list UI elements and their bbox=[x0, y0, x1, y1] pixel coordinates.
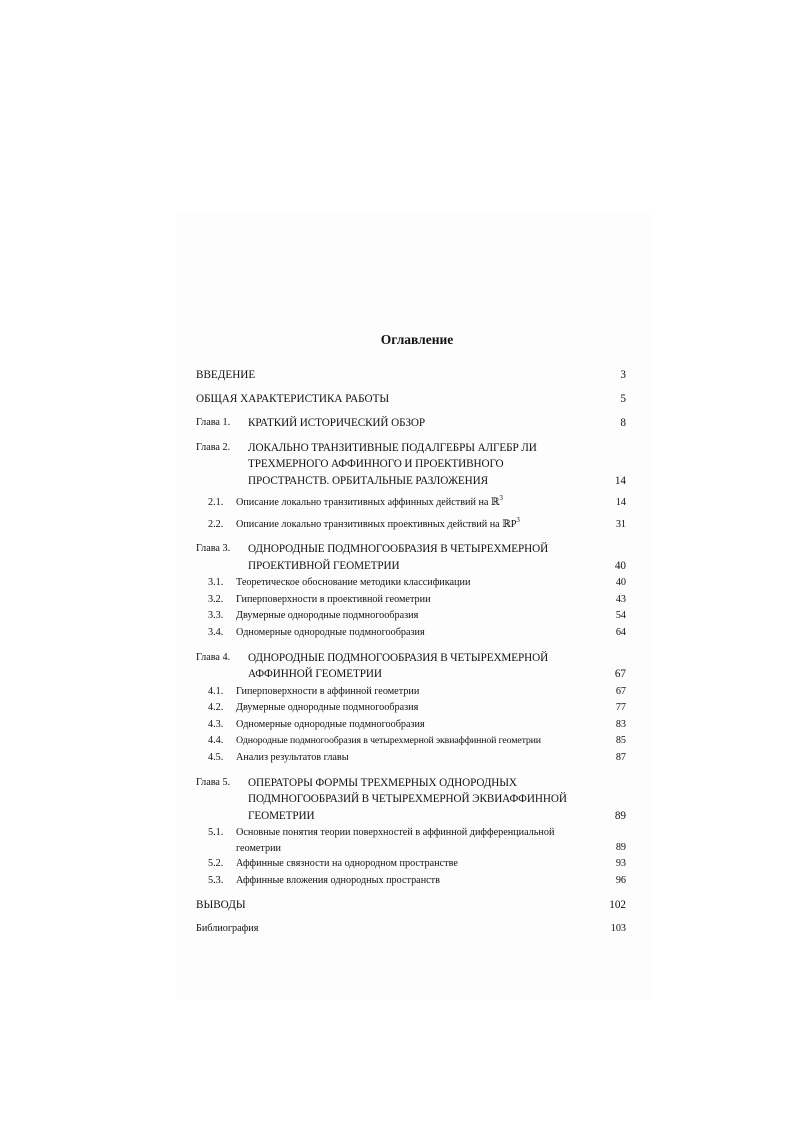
chapter-heading bbox=[196, 541, 626, 574]
chapter-number: Глава 4. bbox=[196, 651, 231, 663]
toc-entry-overview bbox=[196, 391, 626, 408]
section-page: 96 bbox=[615, 874, 626, 886]
entry-label: ВВЕДЕНИЕ bbox=[196, 369, 256, 381]
section-entry bbox=[196, 733, 626, 750]
section-title: Двумерные однородные подмногообразия bbox=[236, 702, 419, 714]
section-page: 67 bbox=[615, 685, 626, 697]
section-title: Анализ результатов главы bbox=[236, 751, 349, 763]
chapter-number: Глава 5. bbox=[196, 776, 231, 788]
section-entry bbox=[196, 575, 626, 592]
section-number: 2.1. bbox=[208, 497, 224, 508]
superscript: 3 bbox=[499, 494, 503, 502]
chapter-page: 8 bbox=[620, 417, 626, 429]
toc-entry-conclusions bbox=[196, 897, 626, 914]
chapter-page: 14 bbox=[614, 474, 626, 487]
chapter-number: Глава 2. bbox=[196, 441, 231, 453]
section-title: Гиперповерхности в проективной геометрии bbox=[236, 593, 431, 605]
section-title: Двумерные однородные подмногообразия bbox=[236, 610, 419, 622]
section-page: 54 bbox=[615, 610, 626, 622]
entry-label: ОБЩАЯ ХАРАКТЕРИСТИКА РАБОТЫ bbox=[196, 393, 390, 405]
section-number: 5.2. bbox=[208, 858, 224, 870]
entry-label: Библиография bbox=[196, 923, 259, 935]
section-entry bbox=[196, 700, 626, 717]
chapter-heading bbox=[196, 415, 626, 432]
superscript: 3 bbox=[516, 515, 520, 524]
section-title bbox=[236, 490, 602, 512]
entry-page: 103 bbox=[610, 923, 626, 935]
chapter-4 bbox=[196, 650, 626, 767]
section-number: 4.3. bbox=[208, 718, 224, 730]
chapter-number: Глава 3. bbox=[196, 543, 231, 555]
section-entry bbox=[196, 873, 626, 890]
chapter-title: ОДНОРОДНЫЕ ПОДМНОГООБРАЗИЯ В ЧЕТЫРЕХМЕРНОЙ АФФИННОЙ ГЕОМЕТРИИ bbox=[248, 651, 549, 681]
section-page: 14 bbox=[615, 497, 626, 508]
section-page: 87 bbox=[615, 751, 626, 763]
chapter-3 bbox=[196, 541, 626, 641]
section-number: 5.3. bbox=[208, 874, 224, 886]
section-title: Одномерные однородные подмногообразия bbox=[236, 626, 425, 638]
table-of-contents bbox=[196, 332, 626, 938]
section-number: 2.2. bbox=[208, 518, 224, 530]
chapter-title: ОПЕРАТОРЫ ФОРМЫ ТРЕХМЕРНЫХ ОДНОРОДНЫХ ПОДМНОГООБРАЗИЙ В ЧЕТЫРЕХМЕРНОЙ ЭКВИАФФИННОЙ ГЕОМЕТРИИ bbox=[248, 776, 567, 822]
section-page: 31 bbox=[615, 518, 626, 530]
chapter-1 bbox=[196, 415, 626, 432]
toc-entry-introduction bbox=[196, 367, 626, 384]
section-title-text: Описание локально транзитивных аффинных действий на ℝ bbox=[236, 497, 500, 508]
section-number: 4.4. bbox=[208, 735, 224, 747]
entry-page: 3 bbox=[620, 369, 626, 381]
chapter-title: ЛОКАЛЬНО ТРАНЗИТИВНЫЕ ПОДАЛГЕБРЫ АЛГЕБР ЛИ ТРЕХМЕРНОГО АФФИННОГО И ПРОЕКТИВНОГО ПРОСТРАНСТВ. ОРБИТАЛЬНЫЕ РАЗЛОЖЕНИЯ bbox=[248, 441, 537, 487]
entry-page: 102 bbox=[609, 899, 626, 912]
section-entry bbox=[196, 856, 626, 873]
chapter-heading bbox=[196, 440, 626, 490]
section-page: 93 bbox=[615, 858, 626, 870]
chapter-title: ОДНОРОДНЫЕ ПОДМНОГООБРАЗИЯ В ЧЕТЫРЕХМЕРНОЙ ПРОЕКТИВНОЙ ГЕОМЕТРИИ bbox=[248, 543, 549, 572]
section-entry bbox=[196, 512, 626, 534]
section-title: Аффинные связности на однородном пространстве bbox=[236, 858, 458, 870]
chapter-5 bbox=[196, 775, 626, 890]
section-entry bbox=[196, 750, 626, 767]
section-page: 64 bbox=[615, 626, 626, 638]
section-number: 4.1. bbox=[208, 685, 224, 697]
chapter-heading bbox=[196, 650, 626, 683]
section-page: 77 bbox=[615, 702, 626, 714]
section-number: 3.2. bbox=[208, 593, 224, 605]
section-title: Гиперповерхности в аффинной геометрии bbox=[236, 685, 420, 697]
section-page: 43 bbox=[615, 593, 626, 605]
section-page: 83 bbox=[615, 718, 626, 730]
toc-entry-bibliography bbox=[196, 921, 626, 938]
chapter-number: Глава 1. bbox=[196, 417, 231, 428]
chapter-2 bbox=[196, 440, 626, 534]
section-title: Одномерные однородные подмногообразия bbox=[236, 718, 425, 730]
section-title: Однородные подмногообразия в четырехмерной эквиаффинной геометрии bbox=[236, 735, 541, 747]
chapter-heading bbox=[196, 775, 626, 825]
toc-title: Оглавление bbox=[380, 332, 454, 347]
section-entry bbox=[196, 592, 626, 609]
chapter-page: 67 bbox=[614, 668, 626, 681]
section-number: 3.1. bbox=[208, 577, 224, 589]
chapter-page: 89 bbox=[614, 809, 626, 822]
section-page: 40 bbox=[615, 577, 626, 589]
chapter-title: КРАТКИЙ ИСТОРИЧЕСКИЙ ОБЗОР bbox=[248, 417, 425, 429]
entry-label: ВЫВОДЫ bbox=[196, 899, 246, 912]
section-number: 5.1. bbox=[208, 827, 224, 839]
section-entry bbox=[196, 625, 626, 642]
section-title: Теоретическое обоснование методики классификации bbox=[236, 577, 471, 589]
section-entry bbox=[196, 608, 626, 625]
section-title-text: Описание локально транзитивных проективных действий на ℝP bbox=[236, 518, 517, 530]
section-number: 3.3. bbox=[208, 610, 224, 622]
section-number: 4.2. bbox=[208, 702, 224, 714]
section-page: 85 bbox=[615, 735, 626, 747]
section-entry bbox=[196, 717, 626, 734]
section-title: Основные понятия теории поверхностей в аффинной дифференциальной геометрии bbox=[236, 827, 555, 854]
chapter-page: 40 bbox=[614, 559, 626, 572]
section-number: 4.5. bbox=[208, 751, 224, 763]
section-number: 3.4. bbox=[208, 626, 224, 638]
section-title bbox=[236, 512, 602, 534]
section-entry bbox=[196, 825, 626, 856]
entry-page: 5 bbox=[620, 393, 626, 405]
section-title: Аффинные вложения однородных пространств bbox=[236, 874, 440, 886]
section-page: 89 bbox=[615, 841, 626, 853]
section-entry bbox=[196, 684, 626, 701]
section-entry bbox=[196, 490, 626, 512]
